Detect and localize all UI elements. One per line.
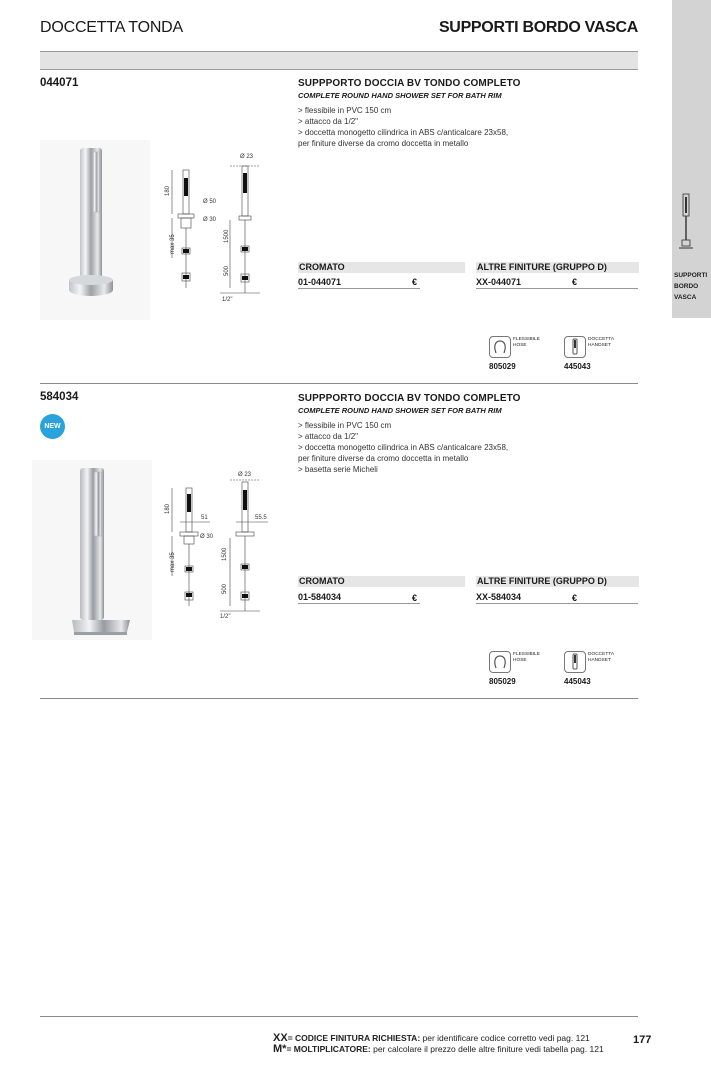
price-header-other: ALTRE FINITURE (GRUPPO D) — [476, 576, 639, 587]
side-tab-line-3: VASCA — [674, 294, 697, 301]
accessory-label-line: FLESSIBILE — [513, 652, 540, 657]
accessory-label-line: DOCCETTA — [588, 337, 615, 342]
dim-w1: 51 — [201, 515, 208, 521]
hose-accessory-label — [513, 652, 540, 664]
price-currency: € — [412, 277, 418, 287]
dim-max: max 35 — [170, 552, 176, 572]
handset-accessory-icon — [564, 651, 586, 673]
footer-m-text: per calcolare il prezzo delle altre finiture vedi tabella pag. 121 — [370, 1044, 604, 1054]
footer-xx-label: = CODICE FINITURA RICHIESTA: — [287, 1033, 421, 1043]
technical-drawing — [160, 466, 275, 621]
hose-accessory-icon — [489, 336, 511, 358]
product-code: 044071 — [40, 77, 79, 89]
product-code: 584034 — [40, 391, 79, 403]
price-currency: € — [412, 593, 418, 603]
product-features — [298, 420, 508, 475]
dim-mid2: Ø 30 — [203, 217, 217, 223]
accessory-label-line: HANDSET — [588, 343, 611, 348]
footer-rule — [40, 1016, 638, 1017]
feature-line: > doccetta monogetto cilindrica in ABS c/anticalcare 23x58, — [298, 443, 509, 452]
side-tab-line-1: SUPPORTI — [674, 272, 708, 279]
feature-line: > flessibile in PVC 150 cm — [298, 106, 392, 115]
price-code-cromato: 01-584034 — [298, 591, 420, 604]
hose-accessory-icon — [489, 651, 511, 673]
accessory-code: 805029 — [489, 362, 516, 371]
header-band — [40, 51, 638, 70]
price-header-cromato: CROMATO — [298, 262, 465, 273]
price-currency: € — [572, 277, 578, 287]
handset-accessory-label — [588, 652, 614, 664]
dim-top: Ø 23 — [238, 472, 252, 478]
feature-line: > basetta serie Micheli — [298, 465, 378, 474]
product-subtitle: COMPLETE ROUND HAND SHOWER SET FOR BATH RIM — [298, 406, 502, 415]
technical-drawing — [160, 148, 270, 303]
dim-max: max 35 — [170, 234, 176, 254]
price-code-other: XX-584034 — [476, 591, 638, 604]
accessory-label-line: HOSE — [513, 343, 527, 348]
price-header-cromato: CROMATO — [298, 576, 465, 587]
footer-note-m — [273, 1043, 604, 1055]
footer-m-key: M* — [273, 1043, 287, 1055]
product-subtitle: COMPLETE ROUND HAND SHOWER SET FOR BATH RIM — [298, 91, 502, 100]
product-photo-shower-support — [40, 140, 150, 320]
hose-accessory-label — [513, 337, 540, 349]
feature-line: > attacco da 1/2" — [298, 432, 358, 441]
dim-thread: 1/2" — [222, 297, 233, 303]
accessory-code: 805029 — [489, 677, 516, 686]
price-code-cromato: 01-044071 — [298, 276, 420, 289]
section-divider — [40, 698, 638, 699]
handset-accessory-icon — [564, 336, 586, 358]
accessory-label-line: HOSE — [513, 658, 527, 663]
product-title: SUPPPORTO DOCCIA BV TONDO COMPLETO — [298, 78, 521, 89]
dim-thread: 1/2" — [220, 614, 231, 620]
accessory-label-line: HANDSET — [588, 658, 611, 663]
section-divider — [40, 383, 638, 384]
page-header-right: SUPPORTI BORDO VASCA — [438, 19, 638, 36]
dim-w2: 55.5 — [255, 515, 267, 521]
dim-mid2: Ø 30 — [200, 534, 214, 540]
product-photo-shower-support — [32, 460, 152, 640]
handset-accessory-label — [588, 337, 614, 349]
page-header-left: DOCCETTA TONDA — [40, 19, 183, 36]
product-features — [298, 105, 508, 149]
dim-len2: 500 — [222, 583, 228, 594]
footer-m-label: = MOLTIPLICATORE: — [286, 1044, 371, 1054]
footer-xx-key: XX — [273, 1032, 288, 1044]
dim-len2: 500 — [224, 265, 230, 276]
price-currency: € — [572, 593, 578, 603]
dim-len: 1500 — [222, 547, 228, 561]
side-tab-line-2: BORDO — [674, 283, 699, 290]
new-badge: NEW — [40, 414, 65, 439]
dim-h1: 180 — [165, 503, 171, 514]
feature-line: per finiture diverse da cromo doccetta in metallo — [298, 139, 469, 148]
side-tab-label — [674, 270, 707, 303]
dim-mid1: Ø 50 — [203, 199, 217, 205]
dim-top: Ø 23 — [240, 154, 254, 160]
feature-line: > flessibile in PVC 150 cm — [298, 421, 392, 430]
price-header-other: ALTRE FINITURE (GRUPPO D) — [476, 262, 639, 273]
side-tab-shower-icon — [676, 192, 696, 256]
feature-line: per finiture diverse da cromo doccetta in metallo — [298, 454, 469, 463]
accessory-code: 445043 — [564, 677, 591, 686]
product-title: SUPPPORTO DOCCIA BV TONDO COMPLETO — [298, 393, 521, 404]
feature-line: > attacco da 1/2" — [298, 117, 358, 126]
accessory-code: 445043 — [564, 362, 591, 371]
feature-line: > doccetta monogetto cilindrica in ABS c/anticalcare 23x58, — [298, 128, 509, 137]
accessory-label-line: DOCCETTA — [588, 652, 615, 657]
footer-xx-text: per identificare codice corretto vedi pag. 121 — [420, 1033, 590, 1043]
dim-h1: 180 — [165, 185, 171, 196]
dim-len: 1500 — [224, 229, 230, 243]
page-number: 177 — [633, 1034, 652, 1046]
price-code-other: XX-044071 — [476, 276, 638, 289]
accessory-label-line: FLESSIBILE — [513, 337, 540, 342]
